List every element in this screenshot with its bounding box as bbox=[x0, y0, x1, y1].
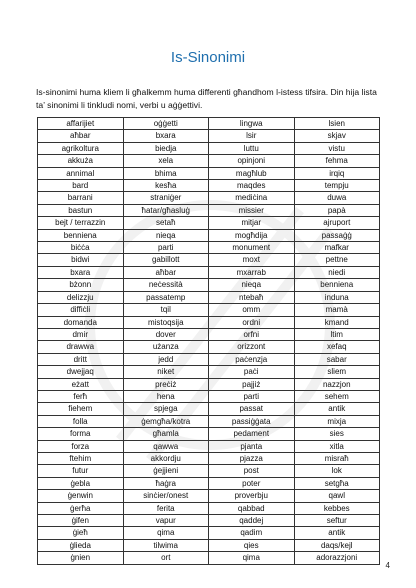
table-cell: bżonn bbox=[38, 279, 124, 291]
table-cell: kebbes bbox=[294, 502, 380, 514]
table-cell: benniena bbox=[38, 229, 124, 241]
table-cell: tilwima bbox=[123, 539, 209, 551]
table-cell: mogħdija bbox=[209, 229, 295, 241]
table-cell: proverbju bbox=[209, 490, 295, 502]
table-cell: antik bbox=[294, 403, 380, 415]
table-cell: ħaġra bbox=[123, 477, 209, 489]
table-cell: maqdes bbox=[209, 180, 295, 192]
table-cell: omm bbox=[209, 304, 295, 316]
table-cell: kesħa bbox=[123, 180, 209, 192]
synonyms-table bbox=[37, 117, 380, 565]
table-cell: lok bbox=[294, 465, 380, 477]
table-row bbox=[38, 180, 380, 192]
table-cell: biedja bbox=[123, 142, 209, 154]
table-cell: missier bbox=[209, 204, 295, 216]
table-cell: passat bbox=[209, 403, 295, 415]
table-row bbox=[38, 539, 380, 551]
table-row bbox=[38, 415, 380, 427]
table-row bbox=[38, 304, 380, 316]
table-cell: agrikoltura bbox=[38, 142, 124, 154]
table-cell: aħbar bbox=[38, 130, 124, 142]
table-cell: għamla bbox=[123, 428, 209, 440]
table-cell: skjav bbox=[294, 130, 380, 142]
table-row bbox=[38, 366, 380, 378]
table-cell: opinjoni bbox=[209, 155, 295, 167]
table-cell: kmand bbox=[294, 316, 380, 328]
table-cell: niedi bbox=[294, 266, 380, 278]
table-cell: antik bbox=[294, 527, 380, 539]
table-cell: tempju bbox=[294, 180, 380, 192]
table-cell: pjanta bbox=[209, 440, 295, 452]
table-cell: ħatar/għasluġ bbox=[123, 204, 209, 216]
table-row bbox=[38, 477, 380, 489]
table-cell: pedament bbox=[209, 428, 295, 440]
table-cell: hena bbox=[123, 390, 209, 402]
table-cell: ġlieda bbox=[38, 539, 124, 551]
table-cell: dritt bbox=[38, 353, 124, 365]
table-row bbox=[38, 390, 380, 402]
table-cell: futur bbox=[38, 465, 124, 477]
table-cell: seftur bbox=[294, 515, 380, 527]
table-cell: bastun bbox=[38, 204, 124, 216]
table-cell: papà bbox=[294, 204, 380, 216]
table-cell: pjazza bbox=[209, 452, 295, 464]
table-cell: setaħ bbox=[123, 217, 209, 229]
table-cell: paċenzja bbox=[209, 353, 295, 365]
table-cell: gabillott bbox=[123, 254, 209, 266]
table-row bbox=[38, 515, 380, 527]
table-cell: passatemp bbox=[123, 291, 209, 303]
table-cell: ort bbox=[123, 552, 209, 564]
table-row bbox=[38, 155, 380, 167]
table-cell: sehem bbox=[294, 390, 380, 402]
table-row bbox=[38, 552, 380, 564]
table-row bbox=[38, 440, 380, 452]
table-cell: eżatt bbox=[38, 378, 124, 390]
table-row bbox=[38, 353, 380, 365]
table-cell: orfni bbox=[209, 328, 295, 340]
table-cell: qima bbox=[123, 527, 209, 539]
table-cell: monument bbox=[209, 242, 295, 254]
table-cell: ġejjieni bbox=[123, 465, 209, 477]
table-cell: ferita bbox=[123, 502, 209, 514]
table-cell: xitla bbox=[294, 440, 380, 452]
table-cell: użanza bbox=[123, 341, 209, 353]
table-cell: qies bbox=[209, 539, 295, 551]
table-cell: sabar bbox=[294, 353, 380, 365]
table-cell: qadim bbox=[209, 527, 295, 539]
table-cell: lingwa bbox=[209, 118, 295, 130]
table-cell: ftehim bbox=[38, 452, 124, 464]
table-row bbox=[38, 502, 380, 514]
table-cell: vistu bbox=[294, 142, 380, 154]
table-row bbox=[38, 118, 380, 130]
table-cell: duwa bbox=[294, 192, 380, 204]
table-row bbox=[38, 254, 380, 266]
table-cell: qabbad bbox=[209, 502, 295, 514]
table-row bbox=[38, 204, 380, 216]
page-title: Is-Sinonimi bbox=[170, 49, 246, 66]
table-row bbox=[38, 266, 380, 278]
table-cell: mixja bbox=[294, 415, 380, 427]
table-cell: setgħa bbox=[294, 477, 380, 489]
table-cell: qawwa bbox=[123, 440, 209, 452]
table-cell: daqs/kejl bbox=[294, 539, 380, 551]
table-cell: affarijiet bbox=[38, 118, 124, 130]
table-row bbox=[38, 378, 380, 390]
table-cell: moxt bbox=[209, 254, 295, 266]
table-cell: dmir bbox=[38, 328, 124, 340]
table-cell: tqil bbox=[123, 304, 209, 316]
table-cell: ġebla bbox=[38, 477, 124, 489]
table-cell: bxara bbox=[123, 130, 209, 142]
table-cell: fiehem bbox=[38, 403, 124, 415]
table-cell: delizzju bbox=[38, 291, 124, 303]
table-cell: folla bbox=[38, 415, 124, 427]
table-cell: pettne bbox=[294, 254, 380, 266]
table-cell: mitjar bbox=[209, 217, 295, 229]
table-cell: qawl bbox=[294, 490, 380, 502]
table-cell: passiġġata bbox=[209, 415, 295, 427]
synonyms-table-body bbox=[38, 118, 380, 565]
table-cell: aħbar bbox=[123, 266, 209, 278]
table-row bbox=[38, 192, 380, 204]
table-cell: misraħ bbox=[294, 452, 380, 464]
table-cell: nieqa bbox=[209, 279, 295, 291]
table-cell: vapur bbox=[123, 515, 209, 527]
table-cell: niket bbox=[123, 366, 209, 378]
table-cell: magħlub bbox=[209, 167, 295, 179]
table-cell: xefaq bbox=[294, 341, 380, 353]
table-cell: qima bbox=[209, 552, 295, 564]
table-cell: sinċier/onest bbox=[123, 490, 209, 502]
table-cell: ferħ bbox=[38, 390, 124, 402]
table-cell: parti bbox=[209, 390, 295, 402]
table-cell: passaġġ bbox=[294, 229, 380, 241]
table-cell: lsien bbox=[294, 118, 380, 130]
table-row bbox=[38, 130, 380, 142]
table-row bbox=[38, 229, 380, 241]
table-cell: mxarrab bbox=[209, 266, 295, 278]
table-cell: spjega bbox=[123, 403, 209, 415]
page-number: 4 bbox=[385, 561, 390, 570]
table-row bbox=[38, 217, 380, 229]
table-cell: benniena bbox=[294, 279, 380, 291]
table-cell: akkuża bbox=[38, 155, 124, 167]
table-row bbox=[38, 316, 380, 328]
table-cell: nieqa bbox=[123, 229, 209, 241]
table-cell: luttu bbox=[209, 142, 295, 154]
table-cell: orizzont bbox=[209, 341, 295, 353]
table-cell: akkordju bbox=[123, 452, 209, 464]
table-cell: neċessità bbox=[123, 279, 209, 291]
table-cell: induna bbox=[294, 291, 380, 303]
table-cell: ġnien bbox=[38, 552, 124, 564]
table-row bbox=[38, 403, 380, 415]
table-cell: preċiż bbox=[123, 378, 209, 390]
table-cell: mamà bbox=[294, 304, 380, 316]
table-cell: irqiq bbox=[294, 167, 380, 179]
table-cell: ltim bbox=[294, 328, 380, 340]
table-cell: mistoqsija bbox=[123, 316, 209, 328]
table-cell: straniġer bbox=[123, 192, 209, 204]
table-cell: adorazzjoni bbox=[294, 552, 380, 564]
table-row bbox=[38, 279, 380, 291]
table-row bbox=[38, 341, 380, 353]
table-cell: barrani bbox=[38, 192, 124, 204]
table-row bbox=[38, 291, 380, 303]
table-cell: ordni bbox=[209, 316, 295, 328]
table-cell: paċi bbox=[209, 366, 295, 378]
table-row bbox=[38, 167, 380, 179]
table-cell: ġerħa bbox=[38, 502, 124, 514]
table-cell: dover bbox=[123, 328, 209, 340]
table-cell: forma bbox=[38, 428, 124, 440]
table-cell: fehma bbox=[294, 155, 380, 167]
table-cell: nazzjon bbox=[294, 378, 380, 390]
table-cell: ntebaħ bbox=[209, 291, 295, 303]
table-cell: xela bbox=[123, 155, 209, 167]
table-cell: mediċina bbox=[209, 192, 295, 204]
table-cell: domanda bbox=[38, 316, 124, 328]
table-cell: dwejjaq bbox=[38, 366, 124, 378]
table-row bbox=[38, 428, 380, 440]
table-cell: annimal bbox=[38, 167, 124, 179]
table-row bbox=[38, 142, 380, 154]
table-cell: post bbox=[209, 465, 295, 477]
table-cell: lsir bbox=[209, 130, 295, 142]
table-cell: pajjiż bbox=[209, 378, 295, 390]
table-cell: drawwa bbox=[38, 341, 124, 353]
table-cell: jedd bbox=[123, 353, 209, 365]
table-cell: bejt / terrazzin bbox=[38, 217, 124, 229]
table-cell: sies bbox=[294, 428, 380, 440]
table-cell: poter bbox=[209, 477, 295, 489]
table-row bbox=[38, 328, 380, 340]
table-cell: biċċa bbox=[38, 242, 124, 254]
table-row bbox=[38, 465, 380, 477]
table-cell: oġġetti bbox=[123, 118, 209, 130]
table-cell: ġemgħa/kotra bbox=[123, 415, 209, 427]
table-cell: bhima bbox=[123, 167, 209, 179]
table-cell: ġifen bbox=[38, 515, 124, 527]
table-row bbox=[38, 452, 380, 464]
table-cell: ġenwin bbox=[38, 490, 124, 502]
table-row bbox=[38, 242, 380, 254]
table-cell: bidwi bbox=[38, 254, 124, 266]
table-cell: bxara bbox=[38, 266, 124, 278]
table-cell: diffiċli bbox=[38, 304, 124, 316]
table-cell: forza bbox=[38, 440, 124, 452]
intro-paragraph: Is-sinonimi huma kliem li għalkemm huma differenti għandhom l-istess tifsira. Din hija lista ta’ sinonimi li tinkludi nomi, verbi u aġġettivi. bbox=[36, 87, 377, 110]
table-cell: parti bbox=[123, 242, 209, 254]
table-cell: qaddej bbox=[209, 515, 295, 527]
table-row bbox=[38, 490, 380, 502]
table-cell: ġieħ bbox=[38, 527, 124, 539]
table-row bbox=[38, 527, 380, 539]
table-cell: sliem bbox=[294, 366, 380, 378]
table-cell: mafkar bbox=[294, 242, 380, 254]
table-cell: bard bbox=[38, 180, 124, 192]
table-cell: ajruport bbox=[294, 217, 380, 229]
